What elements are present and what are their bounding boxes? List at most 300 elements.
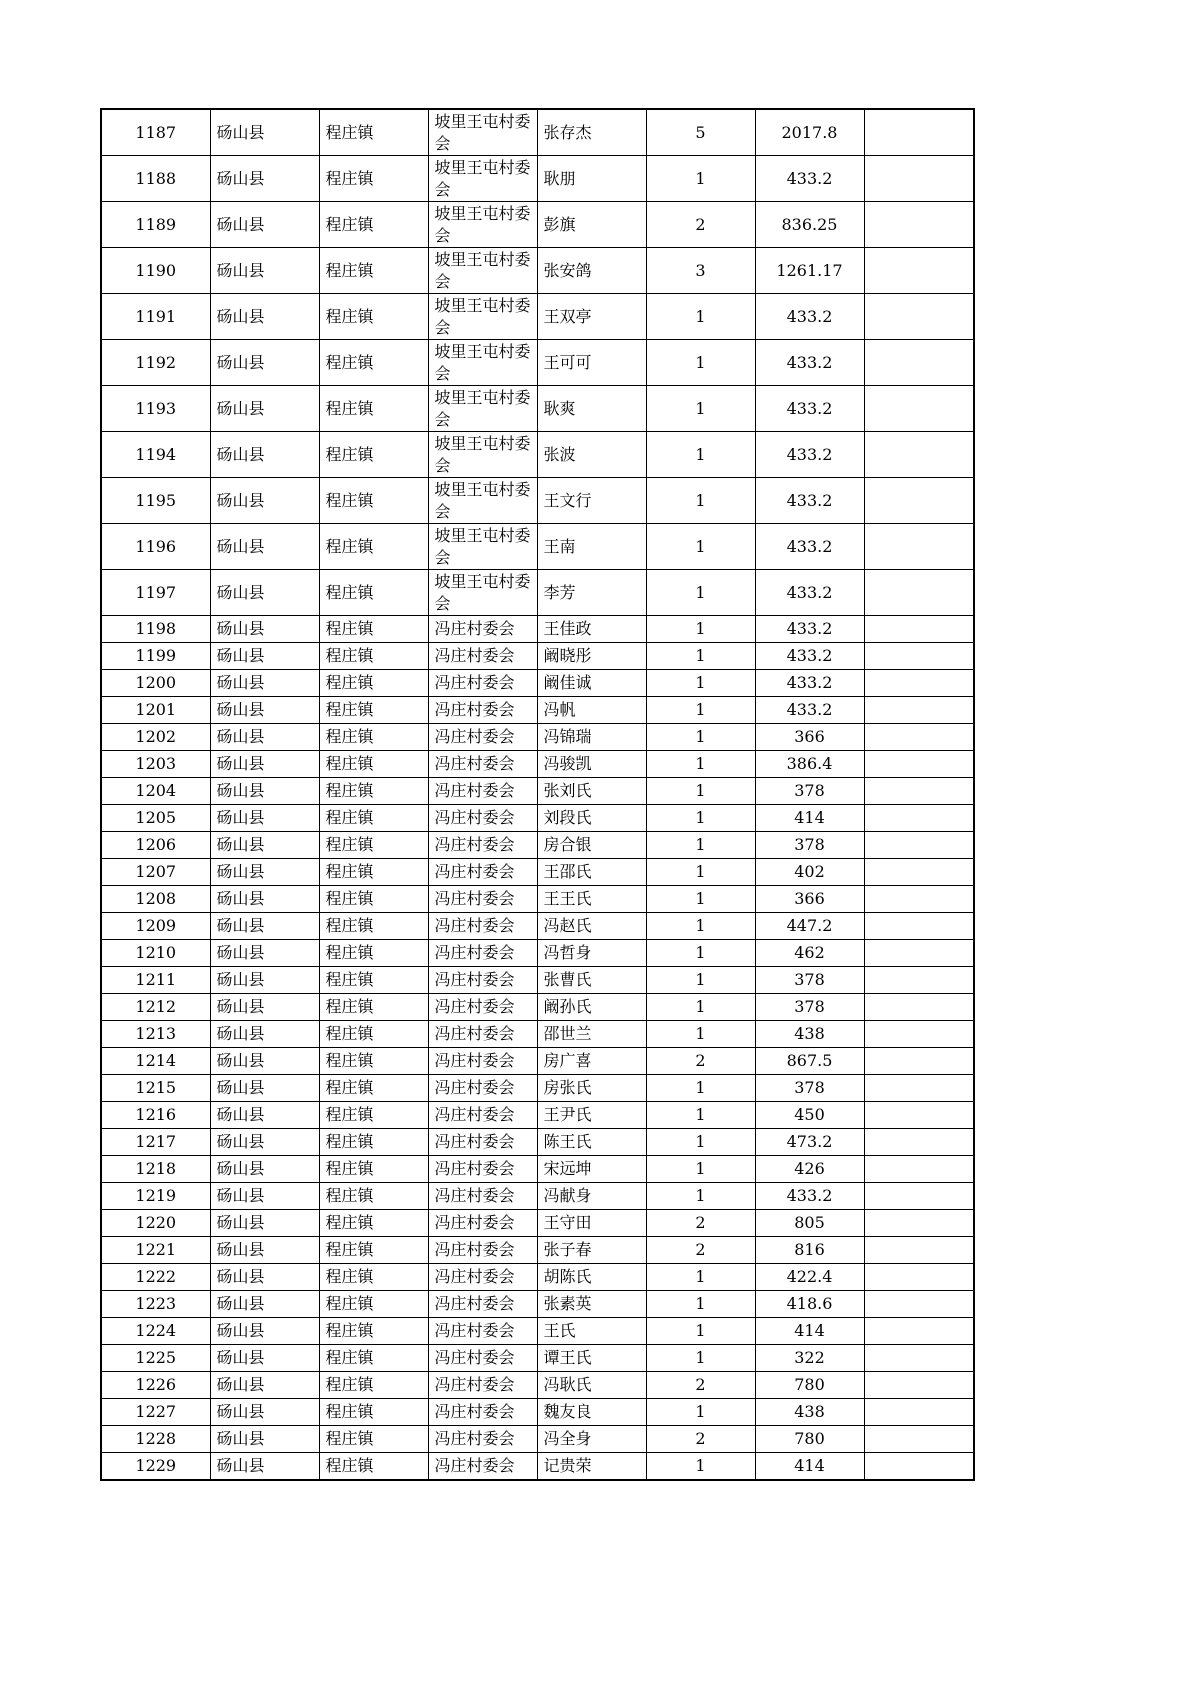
row-number-cell: 1188 — [101, 156, 210, 202]
household-count-cell: 5 — [646, 109, 755, 156]
name-cell: 冯献身 — [537, 1183, 646, 1210]
town-cell: 程庄镇 — [319, 1318, 428, 1345]
village-committee-cell: 坡里王屯村委会 — [428, 248, 537, 294]
county-cell: 砀山县 — [210, 751, 319, 778]
town-cell: 程庄镇 — [319, 1291, 428, 1318]
table-row — [101, 1156, 974, 1183]
county-cell: 砀山县 — [210, 670, 319, 697]
village-committee-cell: 冯庄村委会 — [428, 1372, 537, 1399]
row-number-cell: 1198 — [101, 616, 210, 643]
amount-cell: 433.2 — [755, 1183, 864, 1210]
county-cell: 砀山县 — [210, 386, 319, 432]
row-number-cell: 1213 — [101, 1021, 210, 1048]
village-committee-cell: 冯庄村委会 — [428, 859, 537, 886]
town-cell: 程庄镇 — [319, 524, 428, 570]
county-cell: 砀山县 — [210, 1372, 319, 1399]
amount-cell: 433.2 — [755, 697, 864, 724]
row-number-cell: 1207 — [101, 859, 210, 886]
row-number-cell: 1210 — [101, 940, 210, 967]
remark-cell — [864, 751, 974, 778]
remark-cell — [864, 1129, 974, 1156]
amount-cell: 378 — [755, 1075, 864, 1102]
table-row — [101, 670, 974, 697]
household-count-cell: 1 — [646, 1021, 755, 1048]
village-committee-cell: 冯庄村委会 — [428, 1291, 537, 1318]
village-committee-cell: 坡里王屯村委会 — [428, 386, 537, 432]
town-cell: 程庄镇 — [319, 1426, 428, 1453]
table-row — [101, 1453, 974, 1481]
name-cell: 张安鸽 — [537, 248, 646, 294]
table-row — [101, 967, 974, 994]
name-cell: 张子春 — [537, 1237, 646, 1264]
row-number-cell: 1197 — [101, 570, 210, 616]
amount-cell: 438 — [755, 1399, 864, 1426]
village-committee-cell: 冯庄村委会 — [428, 1156, 537, 1183]
town-cell: 程庄镇 — [319, 832, 428, 859]
row-number-cell: 1208 — [101, 886, 210, 913]
amount-cell: 378 — [755, 778, 864, 805]
name-cell: 邵世兰 — [537, 1021, 646, 1048]
table-row — [101, 202, 974, 248]
name-cell: 房广喜 — [537, 1048, 646, 1075]
household-count-cell: 3 — [646, 248, 755, 294]
name-cell: 张波 — [537, 432, 646, 478]
row-number-cell: 1219 — [101, 1183, 210, 1210]
amount-cell: 433.2 — [755, 570, 864, 616]
town-cell: 程庄镇 — [319, 1264, 428, 1291]
county-cell: 砀山县 — [210, 1075, 319, 1102]
village-committee-cell: 冯庄村委会 — [428, 832, 537, 859]
village-committee-cell: 冯庄村委会 — [428, 1183, 537, 1210]
town-cell: 程庄镇 — [319, 478, 428, 524]
remark-cell — [864, 643, 974, 670]
row-number-cell: 1227 — [101, 1399, 210, 1426]
remark-cell — [864, 294, 974, 340]
village-committee-cell: 冯庄村委会 — [428, 1453, 537, 1481]
household-count-cell: 2 — [646, 1426, 755, 1453]
town-cell: 程庄镇 — [319, 432, 428, 478]
town-cell: 程庄镇 — [319, 1453, 428, 1481]
town-cell: 程庄镇 — [319, 967, 428, 994]
county-cell: 砀山县 — [210, 524, 319, 570]
amount-cell: 378 — [755, 967, 864, 994]
remark-cell — [864, 805, 974, 832]
county-cell: 砀山县 — [210, 1453, 319, 1481]
row-number-cell: 1225 — [101, 1345, 210, 1372]
amount-cell: 378 — [755, 994, 864, 1021]
county-cell: 砀山县 — [210, 1210, 319, 1237]
table-row — [101, 109, 974, 156]
table-row — [101, 616, 974, 643]
row-number-cell: 1211 — [101, 967, 210, 994]
household-count-cell: 1 — [646, 805, 755, 832]
name-cell: 王可可 — [537, 340, 646, 386]
household-count-cell: 1 — [646, 1264, 755, 1291]
household-count-cell: 1 — [646, 432, 755, 478]
table-row — [101, 1291, 974, 1318]
town-cell: 程庄镇 — [319, 109, 428, 156]
remark-cell — [864, 1372, 974, 1399]
village-committee-cell: 冯庄村委会 — [428, 1210, 537, 1237]
village-committee-cell: 坡里王屯村委会 — [428, 478, 537, 524]
name-cell: 冯锦瑞 — [537, 724, 646, 751]
county-cell: 砀山县 — [210, 340, 319, 386]
village-committee-cell: 冯庄村委会 — [428, 616, 537, 643]
name-cell: 房合银 — [537, 832, 646, 859]
table-row — [101, 778, 974, 805]
name-cell: 耿朋 — [537, 156, 646, 202]
town-cell: 程庄镇 — [319, 1345, 428, 1372]
amount-cell: 433.2 — [755, 294, 864, 340]
amount-cell: 433.2 — [755, 478, 864, 524]
household-count-cell: 2 — [646, 1210, 755, 1237]
county-cell: 砀山县 — [210, 1426, 319, 1453]
village-committee-cell: 坡里王屯村委会 — [428, 156, 537, 202]
name-cell: 王佳政 — [537, 616, 646, 643]
town-cell: 程庄镇 — [319, 859, 428, 886]
county-cell: 砀山县 — [210, 832, 319, 859]
amount-cell: 366 — [755, 724, 864, 751]
remark-cell — [864, 1291, 974, 1318]
name-cell: 王南 — [537, 524, 646, 570]
row-number-cell: 1190 — [101, 248, 210, 294]
amount-cell: 780 — [755, 1372, 864, 1399]
remark-cell — [864, 1318, 974, 1345]
town-cell: 程庄镇 — [319, 570, 428, 616]
village-committee-cell: 冯庄村委会 — [428, 778, 537, 805]
town-cell: 程庄镇 — [319, 1372, 428, 1399]
name-cell: 房张氏 — [537, 1075, 646, 1102]
table-row — [101, 1102, 974, 1129]
county-cell: 砀山县 — [210, 616, 319, 643]
town-cell: 程庄镇 — [319, 643, 428, 670]
amount-cell: 2017.8 — [755, 109, 864, 156]
county-cell: 砀山县 — [210, 156, 319, 202]
household-count-cell: 1 — [646, 697, 755, 724]
remark-cell — [864, 248, 974, 294]
town-cell: 程庄镇 — [319, 386, 428, 432]
village-committee-cell: 冯庄村委会 — [428, 697, 537, 724]
row-number-cell: 1218 — [101, 1156, 210, 1183]
row-number-cell: 1200 — [101, 670, 210, 697]
household-count-cell: 2 — [646, 1048, 755, 1075]
remark-cell — [864, 340, 974, 386]
village-committee-cell: 冯庄村委会 — [428, 994, 537, 1021]
village-committee-cell: 坡里王屯村委会 — [428, 202, 537, 248]
table-row — [101, 940, 974, 967]
village-committee-cell: 冯庄村委会 — [428, 913, 537, 940]
household-count-cell: 1 — [646, 913, 755, 940]
table-body — [101, 109, 974, 1480]
remark-cell — [864, 832, 974, 859]
amount-cell: 462 — [755, 940, 864, 967]
name-cell: 冯帆 — [537, 697, 646, 724]
table-row — [101, 1048, 974, 1075]
village-committee-cell: 坡里王屯村委会 — [428, 570, 537, 616]
village-committee-cell: 冯庄村委会 — [428, 643, 537, 670]
row-number-cell: 1209 — [101, 913, 210, 940]
name-cell: 冯耿氏 — [537, 1372, 646, 1399]
county-cell: 砀山县 — [210, 202, 319, 248]
amount-cell: 433.2 — [755, 643, 864, 670]
name-cell: 陈王氏 — [537, 1129, 646, 1156]
amount-cell: 473.2 — [755, 1129, 864, 1156]
table-row — [101, 1021, 974, 1048]
village-committee-cell: 冯庄村委会 — [428, 1345, 537, 1372]
household-count-cell: 1 — [646, 724, 755, 751]
name-cell: 冯骏凯 — [537, 751, 646, 778]
row-number-cell: 1212 — [101, 994, 210, 1021]
remark-cell — [864, 570, 974, 616]
remark-cell — [864, 967, 974, 994]
village-committee-cell: 坡里王屯村委会 — [428, 109, 537, 156]
remark-cell — [864, 697, 974, 724]
county-cell: 砀山县 — [210, 805, 319, 832]
village-committee-cell: 冯庄村委会 — [428, 1426, 537, 1453]
remark-cell — [864, 524, 974, 570]
household-count-cell: 1 — [646, 994, 755, 1021]
amount-cell: 836.25 — [755, 202, 864, 248]
row-number-cell: 1189 — [101, 202, 210, 248]
amount-cell: 438 — [755, 1021, 864, 1048]
remark-cell — [864, 940, 974, 967]
amount-cell: 433.2 — [755, 670, 864, 697]
table-row — [101, 724, 974, 751]
county-cell: 砀山县 — [210, 1183, 319, 1210]
village-committee-cell: 坡里王屯村委会 — [428, 432, 537, 478]
table-row — [101, 1129, 974, 1156]
name-cell: 王守田 — [537, 1210, 646, 1237]
amount-cell: 433.2 — [755, 156, 864, 202]
table-row — [101, 1426, 974, 1453]
remark-cell — [864, 1183, 974, 1210]
row-number-cell: 1220 — [101, 1210, 210, 1237]
county-cell: 砀山县 — [210, 697, 319, 724]
town-cell: 程庄镇 — [319, 751, 428, 778]
county-cell: 砀山县 — [210, 778, 319, 805]
row-number-cell: 1196 — [101, 524, 210, 570]
county-cell: 砀山县 — [210, 248, 319, 294]
name-cell: 张曹氏 — [537, 967, 646, 994]
household-count-cell: 1 — [646, 524, 755, 570]
row-number-cell: 1191 — [101, 294, 210, 340]
town-cell: 程庄镇 — [319, 156, 428, 202]
household-count-cell: 1 — [646, 1318, 755, 1345]
household-count-cell: 1 — [646, 340, 755, 386]
name-cell: 冯哲身 — [537, 940, 646, 967]
name-cell: 谭王氏 — [537, 1345, 646, 1372]
remark-cell — [864, 1399, 974, 1426]
household-count-cell: 2 — [646, 202, 755, 248]
household-count-cell: 1 — [646, 940, 755, 967]
row-number-cell: 1199 — [101, 643, 210, 670]
remark-cell — [864, 670, 974, 697]
name-cell: 阚孙氏 — [537, 994, 646, 1021]
amount-cell: 1261.17 — [755, 248, 864, 294]
household-count-cell: 1 — [646, 1156, 755, 1183]
table-row — [101, 1210, 974, 1237]
amount-cell: 780 — [755, 1426, 864, 1453]
household-count-cell: 2 — [646, 1372, 755, 1399]
table-row — [101, 751, 974, 778]
table-row — [101, 643, 974, 670]
household-count-cell: 1 — [646, 886, 755, 913]
county-cell: 砀山县 — [210, 570, 319, 616]
town-cell: 程庄镇 — [319, 340, 428, 386]
amount-cell: 447.2 — [755, 913, 864, 940]
household-count-cell: 1 — [646, 778, 755, 805]
table-row — [101, 524, 974, 570]
table-row — [101, 886, 974, 913]
county-cell: 砀山县 — [210, 643, 319, 670]
row-number-cell: 1206 — [101, 832, 210, 859]
remark-cell — [864, 1237, 974, 1264]
county-cell: 砀山县 — [210, 1318, 319, 1345]
table-row — [101, 432, 974, 478]
county-cell: 砀山县 — [210, 478, 319, 524]
town-cell: 程庄镇 — [319, 913, 428, 940]
village-committee-cell: 坡里王屯村委会 — [428, 340, 537, 386]
county-cell: 砀山县 — [210, 967, 319, 994]
village-committee-cell: 冯庄村委会 — [428, 1048, 537, 1075]
town-cell: 程庄镇 — [319, 248, 428, 294]
household-count-cell: 1 — [646, 616, 755, 643]
county-cell: 砀山县 — [210, 1264, 319, 1291]
household-count-cell: 1 — [646, 386, 755, 432]
village-committee-cell: 冯庄村委会 — [428, 1264, 537, 1291]
remark-cell — [864, 202, 974, 248]
row-number-cell: 1228 — [101, 1426, 210, 1453]
household-count-cell: 1 — [646, 670, 755, 697]
name-cell: 耿爽 — [537, 386, 646, 432]
town-cell: 程庄镇 — [319, 1237, 428, 1264]
table-row — [101, 1345, 974, 1372]
table-row — [101, 156, 974, 202]
name-cell: 彭旗 — [537, 202, 646, 248]
row-number-cell: 1224 — [101, 1318, 210, 1345]
village-committee-cell: 冯庄村委会 — [428, 967, 537, 994]
row-number-cell: 1192 — [101, 340, 210, 386]
name-cell: 刘段氏 — [537, 805, 646, 832]
household-count-cell: 1 — [646, 478, 755, 524]
table-row — [101, 1318, 974, 1345]
town-cell: 程庄镇 — [319, 1129, 428, 1156]
remark-cell — [864, 1021, 974, 1048]
remark-cell — [864, 156, 974, 202]
table-row — [101, 478, 974, 524]
town-cell: 程庄镇 — [319, 724, 428, 751]
county-cell: 砀山县 — [210, 1021, 319, 1048]
table-row — [101, 294, 974, 340]
table-row — [101, 697, 974, 724]
amount-cell: 426 — [755, 1156, 864, 1183]
row-number-cell: 1194 — [101, 432, 210, 478]
village-committee-cell: 冯庄村委会 — [428, 1237, 537, 1264]
name-cell: 张素英 — [537, 1291, 646, 1318]
row-number-cell: 1214 — [101, 1048, 210, 1075]
household-count-cell: 1 — [646, 1345, 755, 1372]
name-cell: 王氏 — [537, 1318, 646, 1345]
amount-cell: 433.2 — [755, 386, 864, 432]
name-cell: 王文行 — [537, 478, 646, 524]
name-cell: 冯赵氏 — [537, 913, 646, 940]
row-number-cell: 1193 — [101, 386, 210, 432]
row-number-cell: 1204 — [101, 778, 210, 805]
name-cell: 阚佳诚 — [537, 670, 646, 697]
data-table — [100, 108, 975, 1481]
household-count-cell: 1 — [646, 1129, 755, 1156]
village-committee-cell: 冯庄村委会 — [428, 805, 537, 832]
county-cell: 砀山县 — [210, 1291, 319, 1318]
town-cell: 程庄镇 — [319, 1048, 428, 1075]
name-cell: 魏友良 — [537, 1399, 646, 1426]
town-cell: 程庄镇 — [319, 994, 428, 1021]
name-cell: 胡陈氏 — [537, 1264, 646, 1291]
name-cell: 张存杰 — [537, 109, 646, 156]
county-cell: 砀山县 — [210, 294, 319, 340]
town-cell: 程庄镇 — [319, 616, 428, 643]
county-cell: 砀山县 — [210, 1345, 319, 1372]
household-count-cell: 2 — [646, 1237, 755, 1264]
town-cell: 程庄镇 — [319, 778, 428, 805]
remark-cell — [864, 109, 974, 156]
table-row — [101, 1399, 974, 1426]
table-row — [101, 805, 974, 832]
table-row — [101, 859, 974, 886]
remark-cell — [864, 1156, 974, 1183]
village-committee-cell: 坡里王屯村委会 — [428, 294, 537, 340]
amount-cell: 867.5 — [755, 1048, 864, 1075]
amount-cell: 366 — [755, 886, 864, 913]
household-count-cell: 1 — [646, 1183, 755, 1210]
county-cell: 砀山县 — [210, 913, 319, 940]
county-cell: 砀山县 — [210, 886, 319, 913]
town-cell: 程庄镇 — [319, 1102, 428, 1129]
amount-cell: 378 — [755, 832, 864, 859]
row-number-cell: 1187 — [101, 109, 210, 156]
household-count-cell: 1 — [646, 832, 755, 859]
remark-cell — [864, 994, 974, 1021]
table-row — [101, 913, 974, 940]
household-count-cell: 1 — [646, 570, 755, 616]
name-cell: 李芳 — [537, 570, 646, 616]
remark-cell — [864, 1048, 974, 1075]
remark-cell — [864, 913, 974, 940]
remark-cell — [864, 1264, 974, 1291]
town-cell: 程庄镇 — [319, 294, 428, 340]
row-number-cell: 1201 — [101, 697, 210, 724]
county-cell: 砀山县 — [210, 940, 319, 967]
amount-cell: 450 — [755, 1102, 864, 1129]
remark-cell — [864, 1426, 974, 1453]
table-row — [101, 340, 974, 386]
county-cell: 砀山县 — [210, 1399, 319, 1426]
county-cell: 砀山县 — [210, 1129, 319, 1156]
remark-cell — [864, 724, 974, 751]
row-number-cell: 1202 — [101, 724, 210, 751]
town-cell: 程庄镇 — [319, 940, 428, 967]
town-cell: 程庄镇 — [319, 1156, 428, 1183]
row-number-cell: 1195 — [101, 478, 210, 524]
household-count-cell: 1 — [646, 294, 755, 340]
row-number-cell: 1203 — [101, 751, 210, 778]
table-row — [101, 248, 974, 294]
name-cell: 王尹氏 — [537, 1102, 646, 1129]
table-row — [101, 1372, 974, 1399]
household-count-cell: 1 — [646, 859, 755, 886]
county-cell: 砀山县 — [210, 859, 319, 886]
village-committee-cell: 冯庄村委会 — [428, 1021, 537, 1048]
